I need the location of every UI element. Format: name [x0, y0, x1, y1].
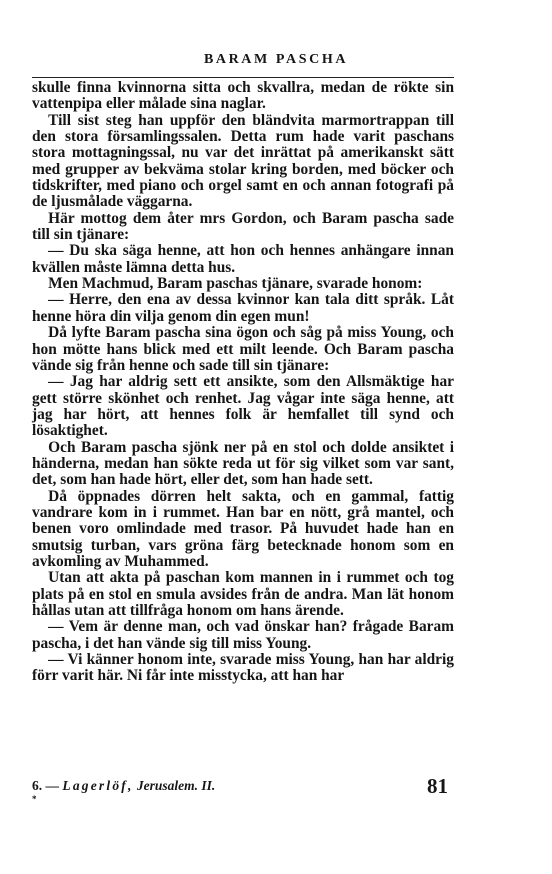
paragraph: Då lyfte Baram pascha sina ögon och såg på miss Young, och hon mötte hans blick med ett milt leende. Och Baram pascha vände sig från henne och sade till sin tjänare:	[32, 324, 454, 374]
paragraph: Då öppnades dörren helt sakta, och en gammal, fattig vandrare kom in i rummet. Han bar en nött, grå mantel, och benen voro omlindade med trasor. På huvudet hade han en smutsig turban, vars gröna färg betecknade honom som en avkomling av Muhammed.	[32, 487, 454, 570]
paragraph: Här mottog dem åter mrs Gordon, och Baram pascha sade till sin tjänare:	[32, 209, 454, 244]
body-text	[32, 80, 454, 685]
signature-title: Jerusalem. II.	[136, 778, 216, 793]
signature-mark: *	[32, 794, 37, 804]
paragraph: Men Machmud, Baram paschas tjänare, svarade honom:	[48, 275, 423, 293]
paragraph: Till sist steg han uppför den bländvita marmortrappan till den stora församlingssalen. Detta rum hade varit paschans stora mottagningssal, nu var det inrättat på amerikanskt sätt med grupper av bekväma stolar kring borden, med böcker och tidskrifter, med piano och orgel samt en och annan fotografi på de ljusmålade väggarna.	[32, 111, 454, 211]
paragraph: skulle finna kvinnorna sitta och skvallra, medan de rökte sin vattenpipa eller målade sina naglar.	[32, 79, 454, 113]
page-footer	[32, 774, 454, 804]
header-rule	[32, 77, 454, 78]
paragraph: Och Baram pascha sjönk ner på en stol och dolde ansiktet i händerna, medan han sökte reda ut för sig vilket som var sant, det, som han hade hört, eller det, som han hade sett.	[32, 438, 454, 489]
running-head: BARAM PASCHA	[203, 52, 349, 67]
paragraph: — Jag har aldrig sett ett ansikte, som den Allsmäktige har gett större skönhet och renhet. Jag vågar inte säga henne, att jag har hört, att hennes folk är hemfallet till synd och lösaktighet.	[32, 373, 454, 440]
paragraph: — Du ska säga henne, att hon och hennes anhängare innan kvällen måste lämna detta hus.	[32, 242, 454, 276]
page-number: 81	[427, 774, 448, 798]
signature-author: Lagerlöf,	[62, 778, 134, 793]
paragraph: — Vi känner honom inte, svarade miss Young, han har aldrig förr varit här. Ni får inte misstycka, att han har	[32, 651, 454, 685]
signature-prefix: 6. —	[32, 778, 59, 793]
printer-signature	[32, 778, 215, 794]
paragraph: Utan att akta på paschan kom mannen in i rummet och tog plats på en stol en smula avsides från de andra. Man lät honom hållas utan att tillfråga honom om hans ärende.	[32, 569, 454, 619]
paragraph: — Vem är denne man, och vad önskar han? frågade Baram pascha, i det han vände sig till miss Young.	[32, 618, 454, 652]
paragraph: — Herre, den ena av dessa kvinnor kan tala ditt språk. Låt henne höra din vilja genom din egen mun!	[32, 291, 454, 325]
